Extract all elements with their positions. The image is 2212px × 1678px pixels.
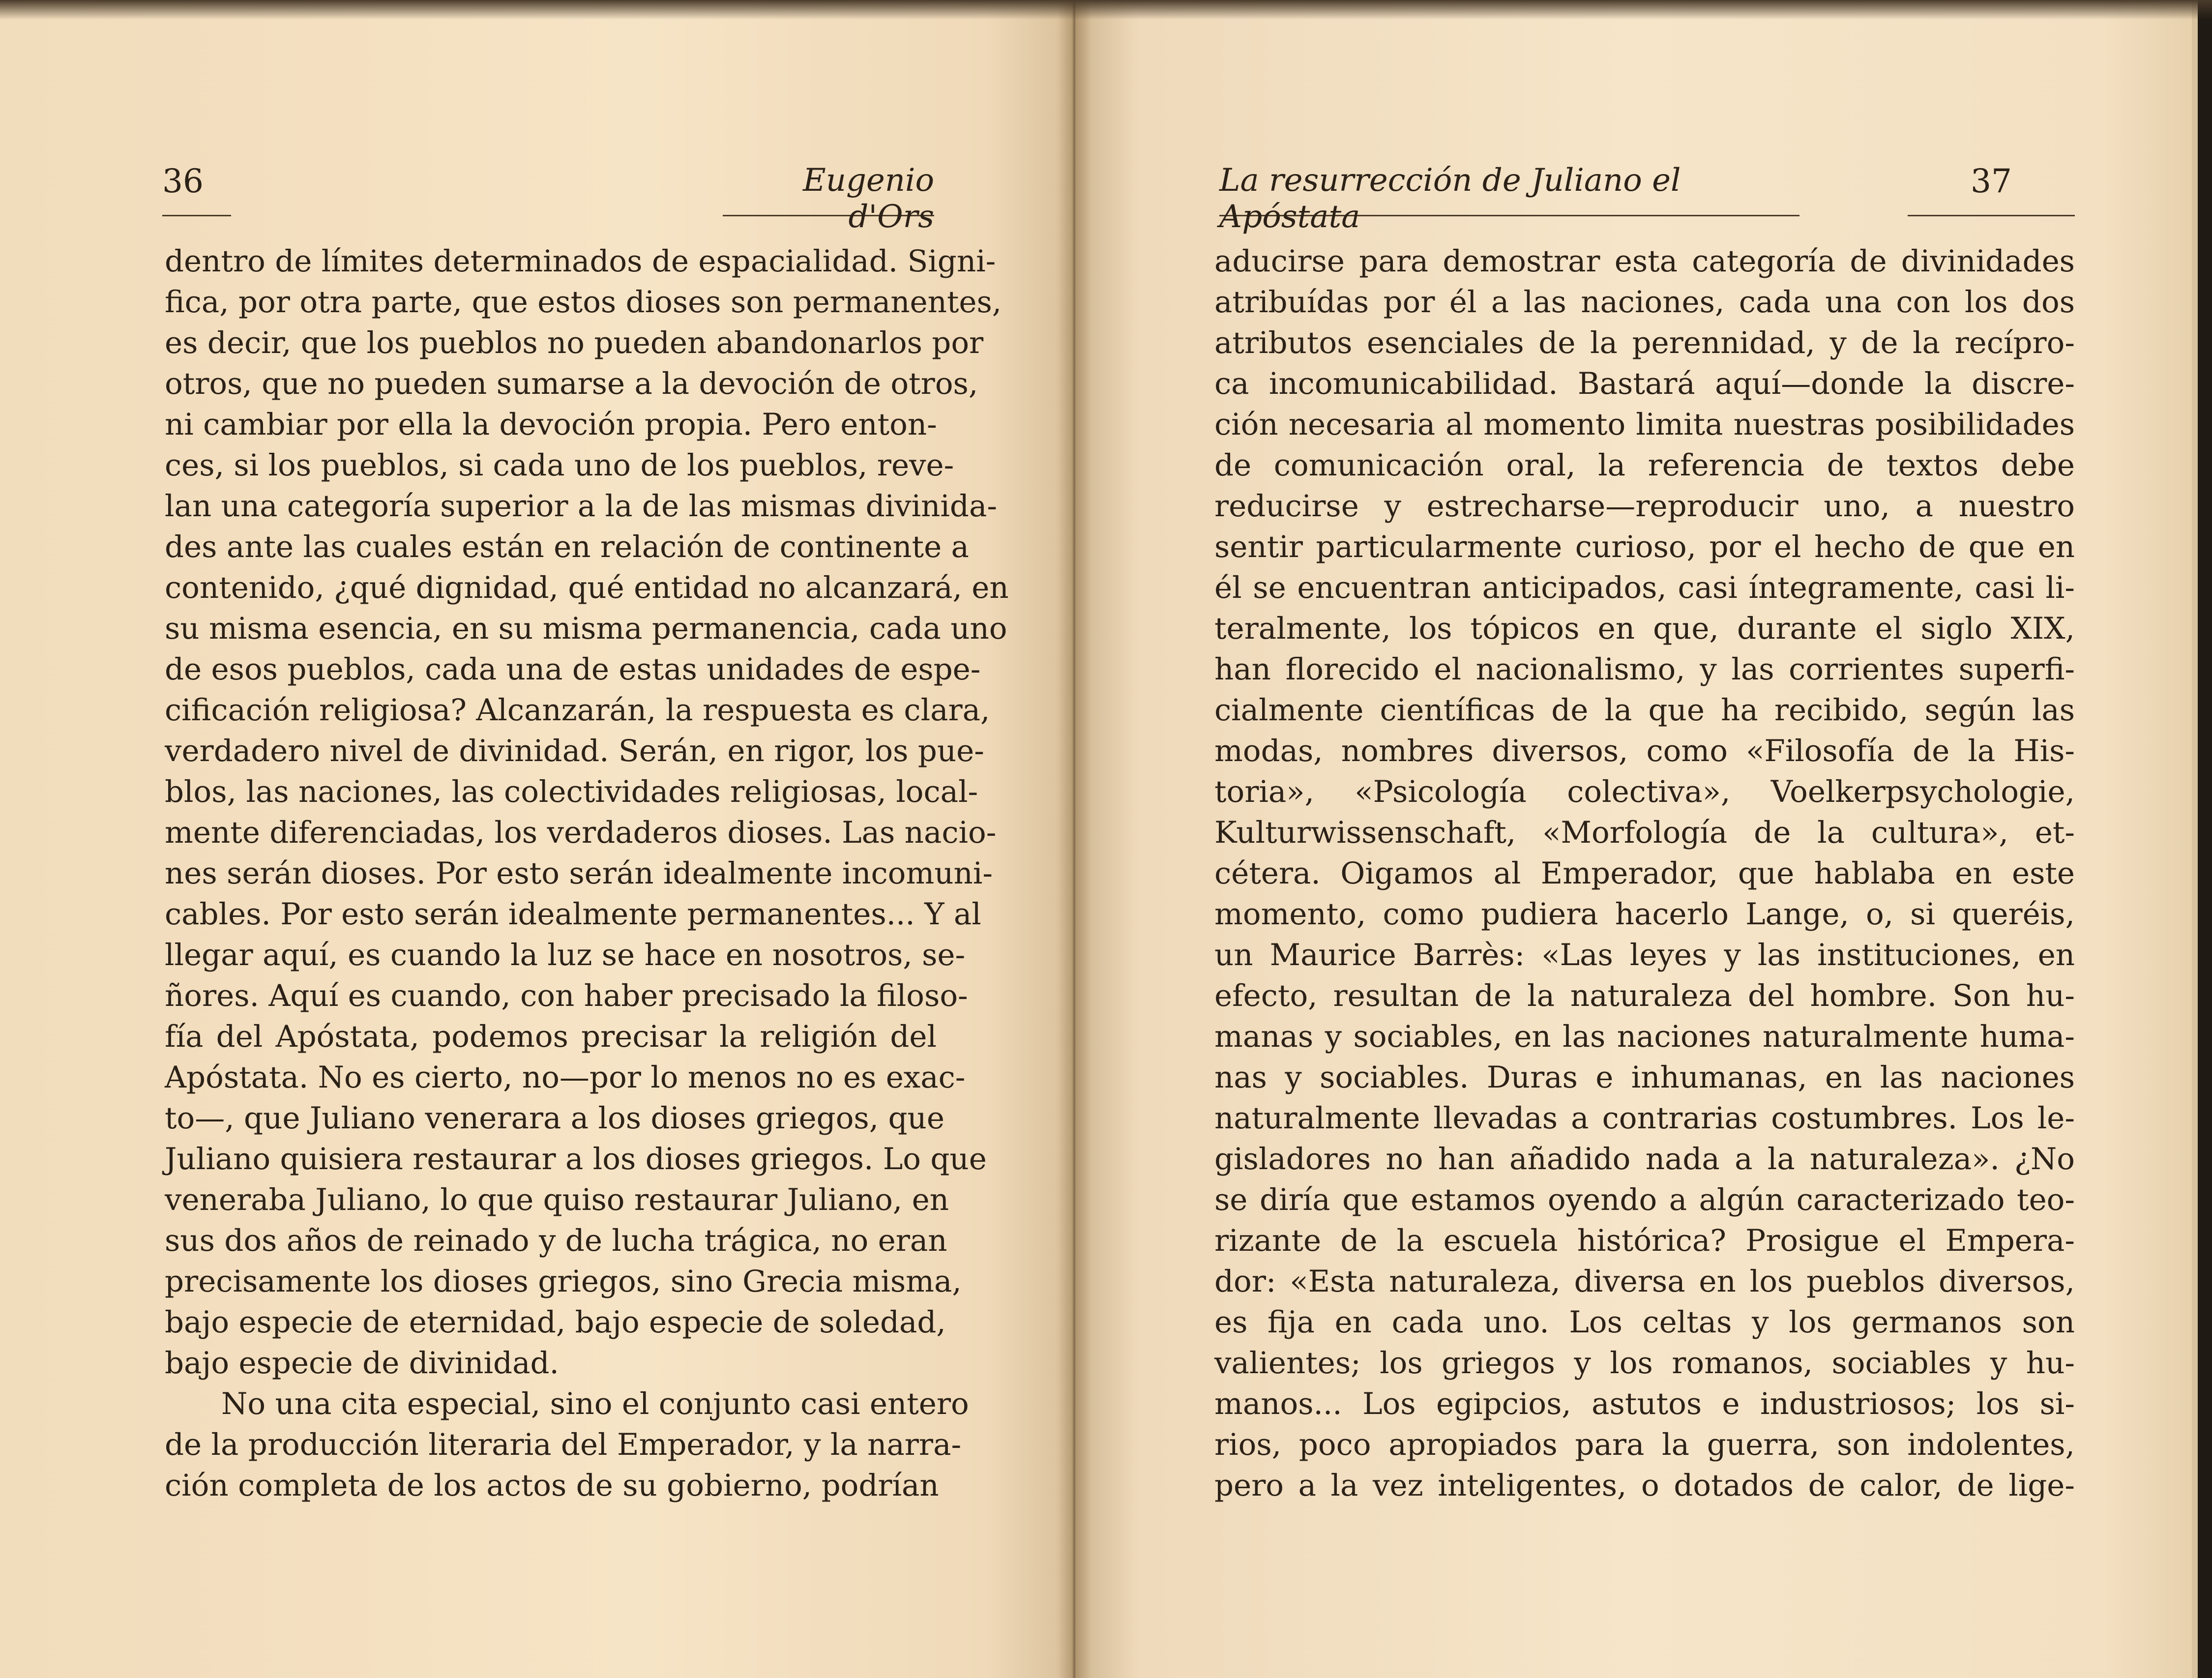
text-line: bajo especie de eternidad, bajo especie de soledad, xyxy=(165,1305,946,1340)
text-line: naturalmente llevadas a contrarias costumbres. Los le- xyxy=(1214,1101,2075,1136)
text-line: cificación religiosa? Alcanzarán, la respuesta es clara, xyxy=(165,693,990,728)
text-line: toria», «Psicología colectiva», Voelkerpsychologie, xyxy=(1214,774,2075,809)
text-line: rios, poco apropiados para la guerra, son indolentes, xyxy=(1214,1427,2075,1462)
text-line: sentir particularmente curioso, por el hecho de que en xyxy=(1214,530,2075,564)
text-line: fía del Apóstata, podemos precisar la religión del xyxy=(165,1019,937,1054)
text-line: él se encuentran anticipados, casi íntegramente, casi li- xyxy=(1214,570,2075,605)
text-line: sus dos años de reinado y de lucha trágica, no eran xyxy=(165,1223,947,1258)
right-page-body-text xyxy=(1214,241,2075,1506)
text-line: des ante las cuales están en relación de continente a xyxy=(165,530,969,564)
text-line: fica, por otra parte, que estos dioses son permanentes, xyxy=(165,285,1002,320)
left-page-number: 36 xyxy=(162,162,231,216)
text-line: pero a la vez inteligentes, o dotados de calor, de lige- xyxy=(1214,1468,2075,1503)
text-line: bajo especie de divinidad. xyxy=(165,1346,559,1381)
text-line: atributos esenciales de la perennidad, y de la recípro- xyxy=(1214,325,2075,360)
text-line: se diría que estamos oyendo a algún caracterizado teo- xyxy=(1214,1182,2075,1217)
text-line: cialmente científicas de la que ha recibido, según las xyxy=(1214,693,2075,728)
text-line: ni cambiar por ella la devoción propia. Pero enton- xyxy=(165,407,937,442)
text-line: rizante de la escuela histórica? Prosigue el Empera- xyxy=(1214,1223,2075,1258)
text-line: aducirse para demostrar esta categoría de divinidades xyxy=(1214,244,2075,279)
text-line: nas y sociables. Duras e inhumanas, en las naciones xyxy=(1214,1060,2075,1095)
text-line: Apóstata. No es cierto, no—por lo menos no es exac- xyxy=(165,1060,966,1095)
text-line: otros, que no pueden sumarse a la devoción de otros, xyxy=(165,366,978,401)
text-line: Juliano quisiera restaurar a los dioses griegos. Lo que xyxy=(165,1142,987,1177)
left-running-head: Eugenio d'Ors xyxy=(723,162,934,216)
text-line: veneraba Juliano, lo que quiso restaurar Juliano, en xyxy=(165,1182,949,1217)
text-line: cétera. Oigamos al Emperador, que hablaba en este xyxy=(1214,856,2075,891)
text-line: ción completa de los actos de su gobierno, podrían xyxy=(165,1468,939,1503)
text-line: verdadero nivel de divinidad. Serán, en rigor, los pue- xyxy=(165,734,984,768)
text-line: manas y sociables, en las naciones naturalmente huma- xyxy=(1214,1019,2075,1054)
text-line: Kulturwissenschaft, «Morfología de la cultura», et- xyxy=(1214,815,2075,850)
right-page xyxy=(1072,0,2198,1678)
text-line: momento, como pudiera hacerlo Lange, o, si queréis, xyxy=(1214,897,2075,932)
text-line: es decir, que los pueblos no pueden abandonarlos por xyxy=(165,325,984,360)
text-line: manos... Los egipcios, astutos e industriosos; los si- xyxy=(1214,1386,2075,1421)
right-running-head: La resurrección de Juliano el Apóstata xyxy=(1219,162,1799,216)
text-line: atribuídas por él a las naciones, cada una con los dos xyxy=(1214,285,2075,320)
text-line: contenido, ¿qué dignidad, qué entidad no alcanzará, en xyxy=(165,570,1009,605)
text-line: precisamente los dioses griegos, sino Grecia misma, xyxy=(165,1264,962,1299)
text-line: dentro de límites determinados de espacialidad. Signi- xyxy=(165,244,996,279)
text-line: su misma esencia, en su misma permanencia, cada uno xyxy=(165,611,1007,646)
page-top-edge xyxy=(0,0,2212,20)
text-line: No una cita especial, sino el conjunto casi entero xyxy=(221,1386,969,1421)
left-page xyxy=(0,0,1072,1678)
text-line: es fija en cada uno. Los celtas y los germanos son xyxy=(1214,1305,2075,1340)
text-line: de la producción literaria del Emperador, y la narra- xyxy=(165,1427,962,1462)
text-line: dor: «Esta naturaleza, diversa en los pueblos diversos, xyxy=(1214,1264,2075,1299)
text-line: ñores. Aquí es cuando, con haber precisado la filoso- xyxy=(165,978,968,1013)
text-line: teralmente, los tópicos en que, durante el siglo XIX, xyxy=(1214,611,2075,646)
text-line: lan una categoría superior a la de las mismas divinida- xyxy=(165,489,997,524)
text-line: de esos pueblos, cada una de estas unidades de espe- xyxy=(165,652,981,687)
text-line: reducirse y estrecharse—reproducir uno, a nuestro xyxy=(1214,489,2075,524)
text-line: modas, nombres diversos, como «Filosofía de la His- xyxy=(1214,734,2075,768)
text-line: llegar aquí, es cuando la luz se hace en nosotros, se- xyxy=(165,938,966,972)
text-line: ca incomunicabilidad. Bastará aquí—donde la discre- xyxy=(1214,366,2075,401)
right-page-number: 37 xyxy=(1908,162,2075,216)
text-line: un Maurice Barrès: «Las leyes y las instituciones, en xyxy=(1214,938,2075,972)
text-line: gisladores no han añadido nada a la naturaleza». ¿No xyxy=(1214,1142,2075,1177)
text-line: nes serán dioses. Por esto serán idealmente incomuni- xyxy=(165,856,993,891)
text-line: blos, las naciones, las colectividades religiosas, local- xyxy=(165,774,978,809)
left-page-body-text xyxy=(165,241,1009,1506)
text-line: ción necesaria al momento limita nuestras posibilidades xyxy=(1214,407,2075,442)
text-line: de comunicación oral, la referencia de textos debe xyxy=(1214,448,2075,483)
text-line: efecto, resultan de la naturaleza del hombre. Son hu- xyxy=(1214,978,2075,1013)
book-gutter xyxy=(1057,0,1091,1678)
text-line: ces, si los pueblos, si cada uno de los pueblos, reve- xyxy=(165,448,954,483)
text-line: valientes; los griegos y los romanos, sociables y hu- xyxy=(1214,1346,2075,1381)
text-line: to—, que Juliano venerara a los dioses griegos, que xyxy=(165,1101,944,1136)
text-line: han florecido el nacionalismo, y las corrientes superfi- xyxy=(1214,652,2075,687)
text-line: cables. Por esto serán idealmente permanentes... Y al xyxy=(165,897,981,932)
text-line: mente diferenciadas, los verdaderos dioses. Las nacio- xyxy=(165,815,997,850)
